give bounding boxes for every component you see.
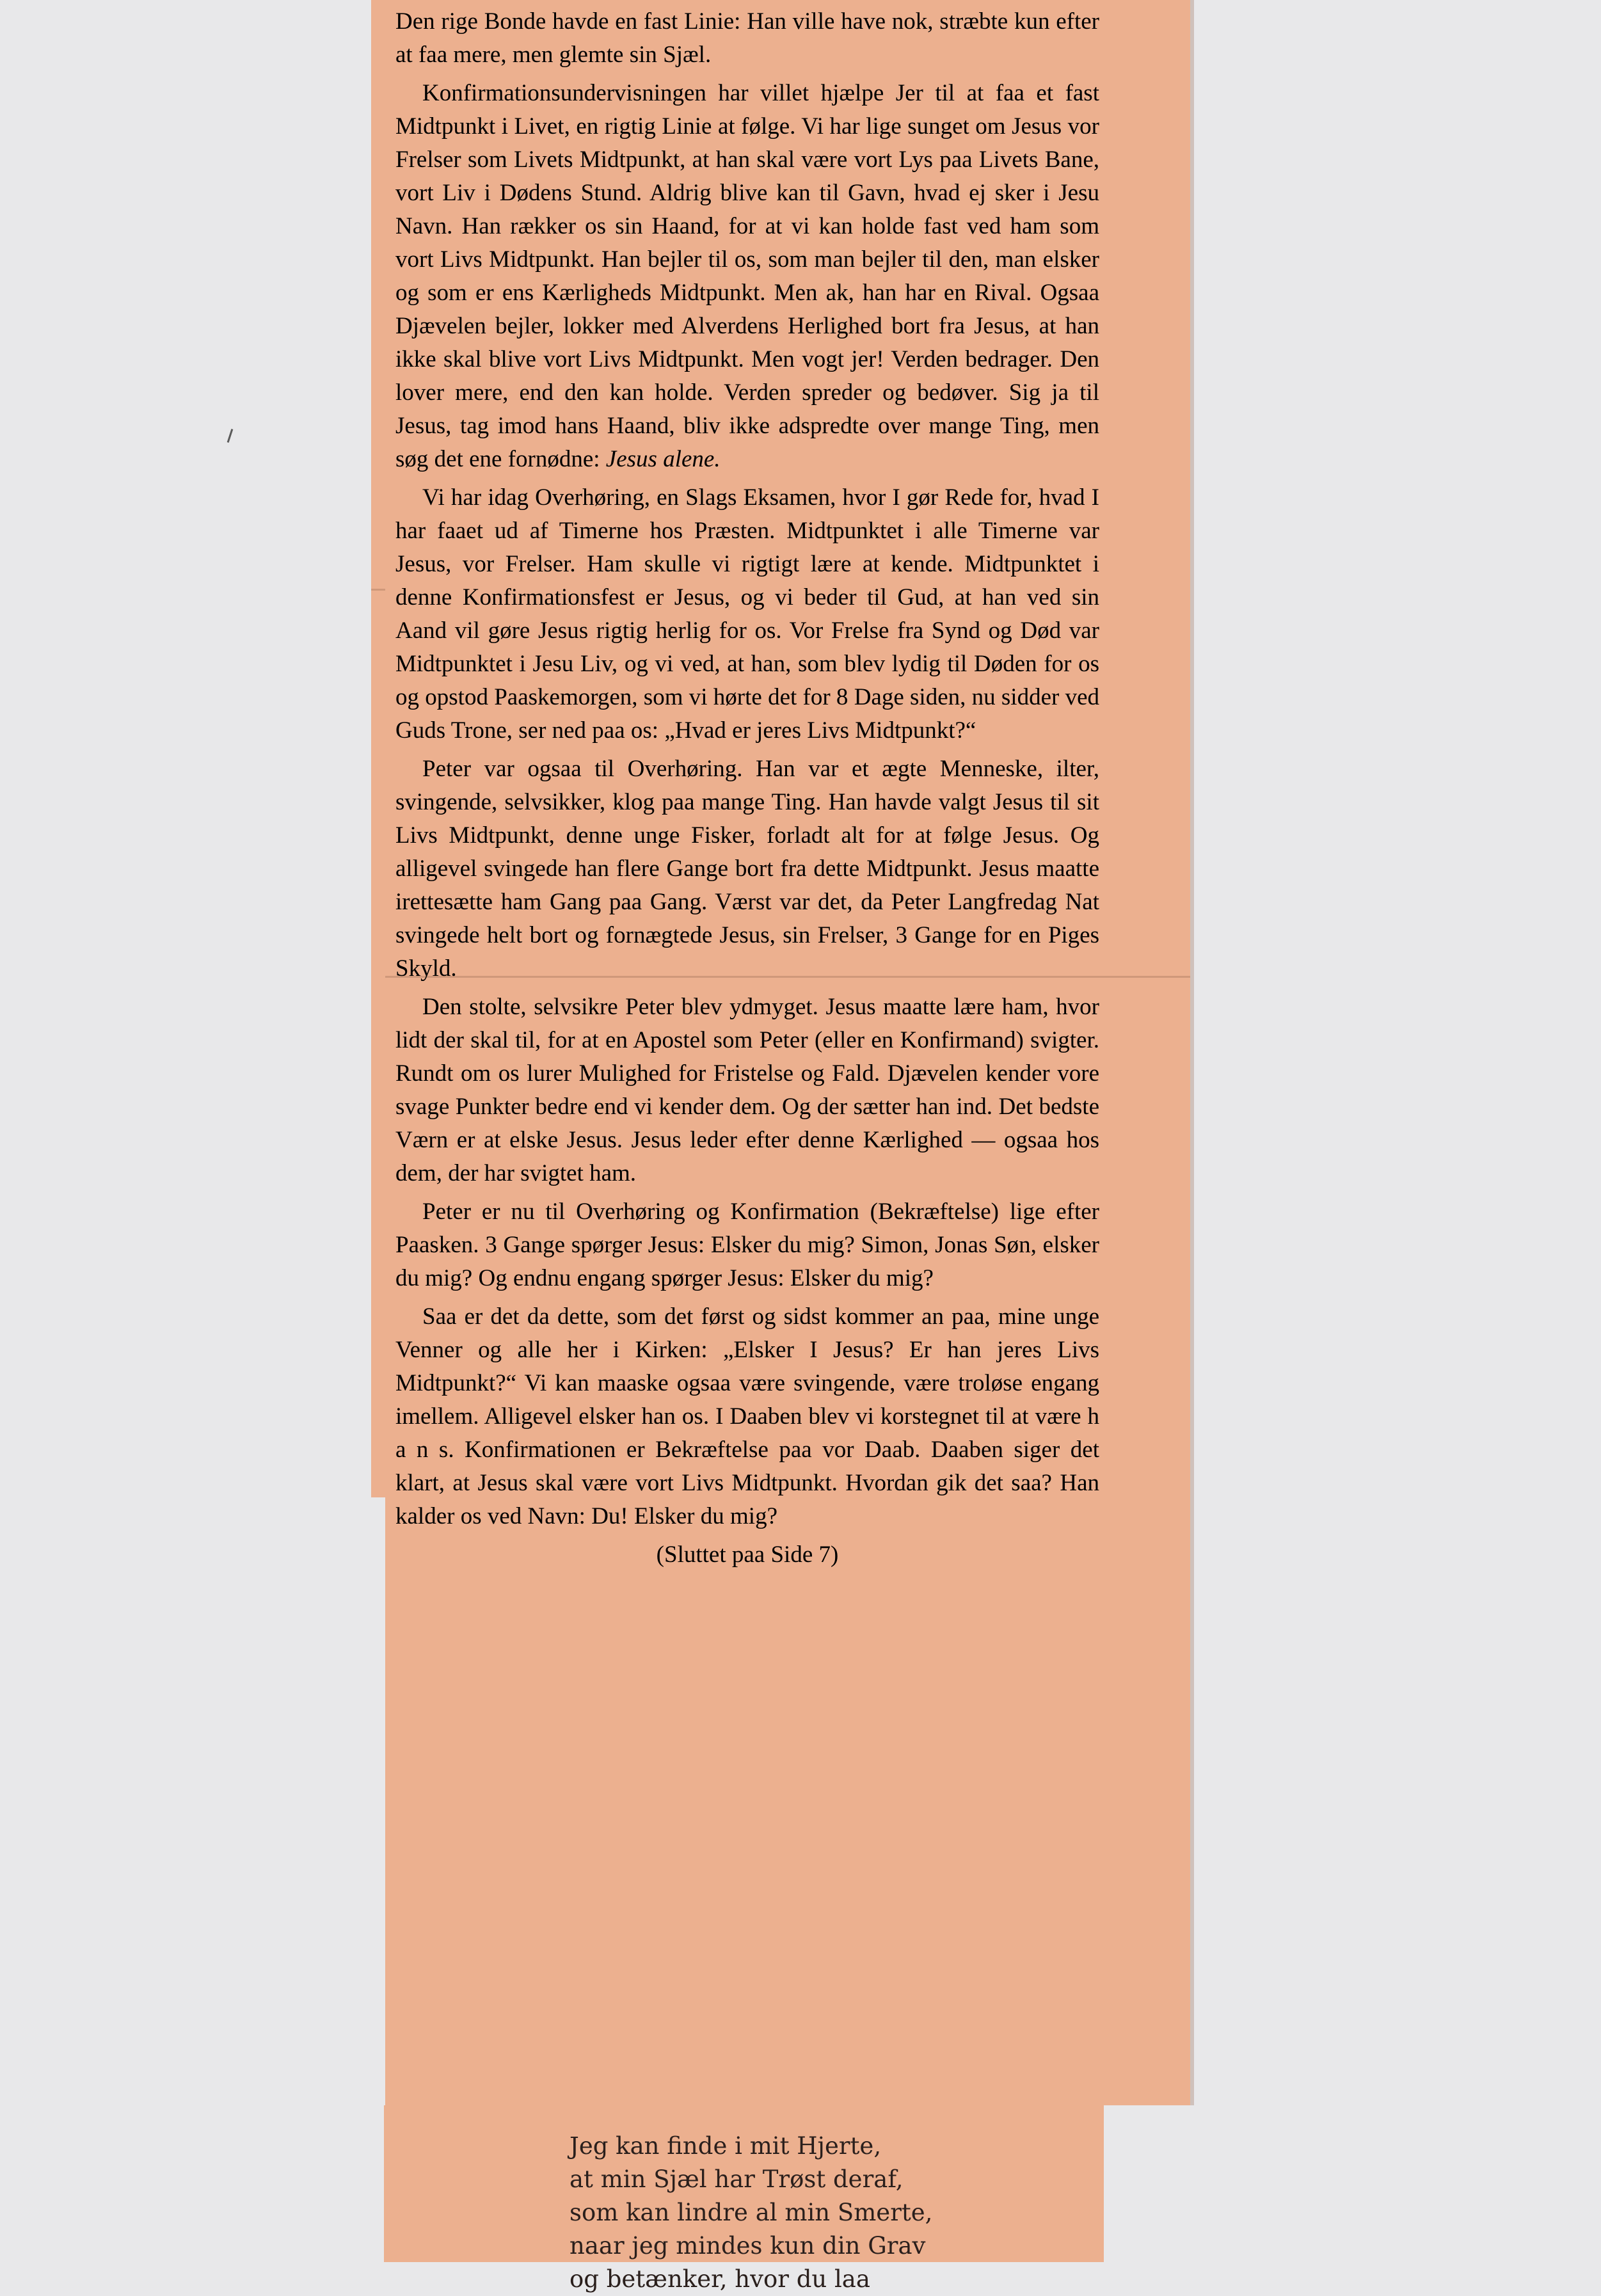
poem-line: og betænker, hvor du laa xyxy=(570,2265,870,2293)
article-column xyxy=(395,5,1099,1577)
poem-line: at min Sjæl har Trøst deraf, xyxy=(570,2165,904,2193)
clipping-edge-shadow xyxy=(1190,0,1194,2105)
poem-line: som kan lindre al min Smerte, xyxy=(570,2199,933,2226)
paragraph-2-text: Konfirmationsundervisningen har villet hjælpe Jer til at faa et fast Midtpunkt i Livet, en rigtig Linie at følge. Vi har lige sunget om Jesus vor Frelser som Livets Midtpunkt, at han skal være vort Lys paa Livets Bane, vort Liv i Dødens Stund. Aldrig blive kan til Gavn, hvad ej sker i Jesu Navn. Han rækker os sin Haand, for at vi kan holde fast ved ham som vort Livs Midtpunkt. Han bejler til os, som man bejler til den, man elsker og som er ens Kærligheds Midtpunkt. Men ak, han har en Rival. Ogsaa Djævelen bejler, lokker med Alverdens Herlighed bort fra Jesus, at han ikke skal blive vort Livs Midtpunkt. Men vogt jer! Verden bedrager. Den lover mere, end den kan holde. Verden spreder og bedøver. Sig ja til Jesus, tag imod hans Haand, bliv ikke adspredte over mange Ting, men søg det ene fornødne: xyxy=(395,80,1099,472)
paragraph-2 xyxy=(395,77,1099,476)
poem-line: naar jeg mindes kun din Grav xyxy=(570,2232,926,2260)
paragraph-5: Den stolte, selvsikre Peter blev ydmyget. Jesus maatte lære ham, hvor lidt der skal til, for at en Apostel som Peter (eller en Konfirmand) svigter. Rundt om os lurer Mulighed for Fristelse og Fald. Djævelen kender vore svage Punkter bedre end vi kender dem. Og der sætter han ind. Det bedste Værn er at elske Jesus. Jesus leder efter denne Kærlighed — ogsaa hos dem, der har svigtet ham. xyxy=(395,994,1099,1186)
pencil-mark xyxy=(227,429,234,443)
paragraph-3: Vi har idag Overhøring, en Slags Eksamen, hvor I gør Rede for, hvad I har faaet ud af Timerne hos Præsten. Midtpunktet i alle Timerne var Jesus, vor Frelser. Ham skulle vi rigtigt lære at kende. Midtpunktet i denne Konfirmationsfest er Jesus, og vi beder til Gud, at han ved sin Aand vil gøre Jesus rigtig herlig for os. Vor Frelse fra Synd og Død var Midtpunktet i Jesu Liv, og vi ved, at han, som blev lydig til Døden for os og opstod Paaskemorgen, som vi hørte det for 8 Dage siden, nu sidder ved Guds Trone, ser ned paa os: „Hvad er jeres Livs Midtpunkt?“ xyxy=(395,484,1099,744)
paragraph-1: Den rige Bonde havde en fast Linie: Han ville have nok, stræbte kun efter at faa mere, men glemte sin Sjæl. xyxy=(395,8,1099,68)
emphasis-text: Jesus alene. xyxy=(605,446,721,472)
paragraph-6: Peter er nu til Overhøring og Konfirmation (Bekræftelse) lige efter Paasken. 3 Gange spørger Jesus: Elsker du mig? Simon, Jonas Søn, elsker du mig? Og endnu engang spørger Jesus: Elsker du mig? xyxy=(395,1199,1099,1291)
continuation-note: (Sluttet paa Side 7) xyxy=(656,1542,839,1568)
poem-line: Jeg kan finde i mit Hjerte, xyxy=(570,2132,882,2160)
poem-verse xyxy=(570,2130,932,2296)
paragraph-7: Saa er det da dette, som det først og sidst kommer an paa, mine unge Venner og alle her i Kirken: „Elsker I Jesus? Er han jeres Livs Midtpunkt?“ Vi kan maaske ogsaa være svingende, være troløse engang imellem. Alligevel elsker han os. I Daaben blev vi korstegnet til at være h a n s. Konfirmationen er Bekræftelse paa vor Daab. Daaben siger det klart, at Jesus skal være vort Livs Midtpunkt. Hvordan gik det saa? Han kalder os ved Navn: Du! Elsker du mig? xyxy=(395,1303,1099,1529)
paragraph-4: Peter var ogsaa til Overhøring. Han var et ægte Menneske, ilter, svingende, selvsikker, klog paa mange Ting. Han havde valgt Jesus til sit Livs Midtpunkt, denne unge Fisker, forladt alt for at følge Jesus. Og alligevel svingede han flere Gange bort fra dette Midtpunkt. Jesus maatte irettesætte ham Gang paa Gang. Værst var det, da Peter Langfredag Nat svingede helt bort og fornægtede Jesus, sin Frelser, 3 Gange for en Piges Skyld. xyxy=(395,756,1099,982)
